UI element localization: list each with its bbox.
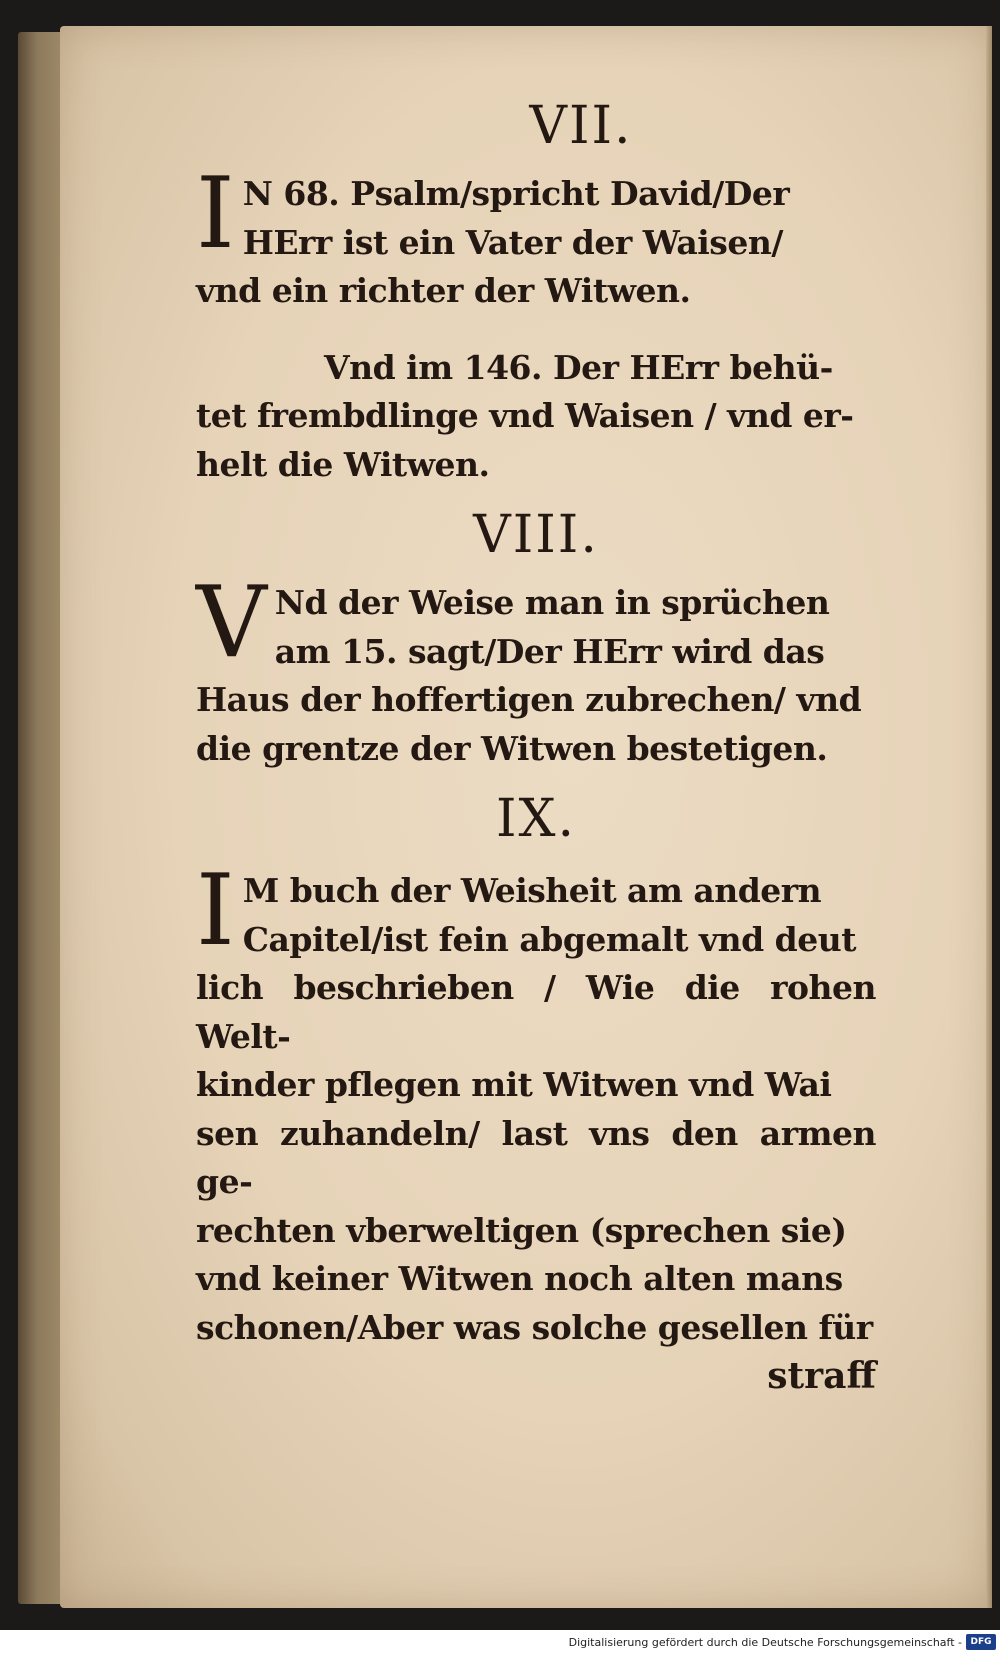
page-text	[196, 96, 876, 1400]
catchword: straff	[767, 1355, 876, 1397]
dropcap-ix: I	[196, 854, 235, 968]
section-ix-line: kinder pflegen mit Witwen vnd Wai	[196, 1065, 832, 1104]
dfg-logo: DFG	[966, 1634, 996, 1650]
book-spine	[18, 32, 66, 1604]
section-vii-b	[196, 344, 876, 490]
section-vii-b-line: helt die Witwen.	[196, 444, 490, 484]
section-ix-line: sen zuhandeln/ last vns den armen ge-	[196, 1113, 876, 1201]
section-heading-viii: VIII.	[473, 505, 599, 565]
section-ix-line: rechten vberweltigen (sprechen sie)	[196, 1210, 847, 1250]
section-viii-line: Nd der Weise man in sprüchen	[274, 583, 830, 622]
section-ix-line: schonen/Aber was solche gesellen für	[196, 1307, 873, 1347]
section-heading-ix: IX.	[495, 789, 577, 849]
section-ix-line: vnd keiner Witwen noch alten mans	[196, 1259, 843, 1298]
section-vii-line: HErr ist ein Vater der Waisen/	[242, 222, 783, 262]
footer-bar	[0, 1630, 1000, 1655]
dropcap-viii: V	[196, 566, 267, 680]
section-viii-line: am 15. sagt/Der HErr wird das	[274, 631, 825, 671]
section-ix-line: Capitel/ist fein abgemalt vnd deut	[242, 919, 856, 959]
section-vii-line: vnd ein richter der Witwen.	[196, 271, 691, 310]
section-vii	[196, 157, 876, 316]
section-vii-b-line: Vnd im 146. Der HErr behü-	[324, 347, 833, 387]
section-viii-line: Haus der hoffertigen zubrechen/ vnd	[196, 680, 862, 719]
section-vii-line: N 68. Psalm/spricht David/Der	[242, 174, 790, 213]
section-heading-vii: VII.	[529, 96, 633, 156]
page-edge	[986, 26, 992, 1608]
section-viii-line: die grentze der Witwen bestetigen.	[196, 728, 828, 768]
section-ix-line: lich beschrieben / Wie die rohen Welt-	[196, 968, 876, 1056]
section-vii-b-line: tet frembdlinge vnd Waisen / vnd er-	[196, 396, 854, 435]
footer-credit: Digitalisierung gefördert durch die Deutsche Forschungsgemeinschaft -	[568, 1636, 962, 1649]
dropcap-vii: I	[196, 157, 235, 271]
section-ix-line: M buch der Weisheit am andern	[242, 871, 822, 910]
section-viii	[196, 566, 876, 773]
section-ix	[196, 854, 876, 1352]
